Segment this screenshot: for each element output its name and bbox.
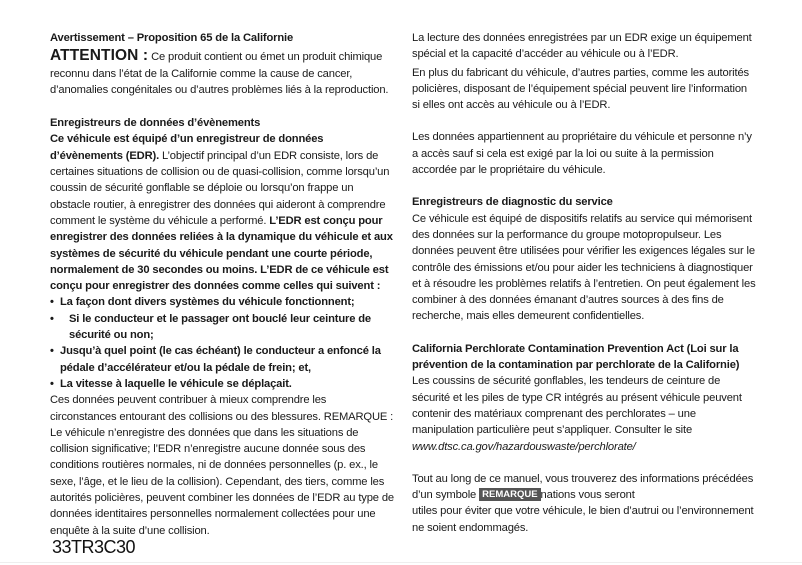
notice-text-end: utiles pour éviter que votre véhicule, le bien d’autrui ou l’environnement ne soient endommagés.: [412, 505, 754, 534]
list-item: [50, 376, 395, 392]
edr-section: [50, 115, 395, 539]
edr-reading-para-1: La lecture des données enregistrées par un EDR exige un équipement spécial et la capacité d’accéder au véhicule ou à l’EDR.: [412, 32, 752, 61]
list-item: [50, 294, 395, 310]
bullet-icon: •: [50, 345, 54, 358]
spacer: [412, 113, 757, 129]
prop65-heading: Avertissement – Proposition 65 de la Californie: [50, 32, 294, 44]
edr-heading: Enregistreurs de données d’évènements: [50, 117, 261, 130]
service-diag-heading: Enregistreurs de diagnostic du service: [412, 196, 613, 209]
perchlorate-heading: California Perchlorate Contamination Prevention Act (Loi sur la prévention de la contamination par perchlorate de la Californie): [412, 342, 740, 372]
edr-intro-bold: Ce véhicule est équipé d’un enregistreur de données d’évènements (EDR).: [50, 133, 324, 162]
edr-reading-para-2: En plus du fabricant du véhicule, d’autres parties, comme les autorités policières, disposant de l’équipement spécial peuvent lire l’information si elles ont accès au véhicule ou à l’EDR.: [412, 66, 749, 112]
perchlorate-section: [412, 341, 757, 455]
bullet-text: Si le conducteur et le passager ont bouclé leur ceinture de sécurité ou non;: [69, 312, 371, 342]
service-diag-section: [412, 194, 757, 324]
document-code: 33TR3C30: [52, 537, 136, 557]
edr-design-bold: L’EDR est conçu pour enregistrer des données reliées à la dynamique du véhicule et aux systèmes de sécurité du véhicule pendant une courte période, normalement de 30 secondes ou moins. L’EDR de ce véhicule est conçu pour enregistrer des données comme celles qui suivent :: [50, 214, 393, 293]
edr-remarks: Ces données peuvent contribuer à mieux comprendre les circonstances entourant des collisions ou des blessures. REMARQUE : Le véhicule n’enregistre des données que dans les situations de collision significative; l’EDR n’enregistre aucune donnée sous des conditions routières normales, ni de données personnelles (p. ex., le sexe, l’âge, et le lieu de la collision). Cependant, des tiers, comme les autorités policières, peuvent combiner les données de l’EDR au type de données identitaires personnelles normalement collectées pour une enquête à la suite d’une collision.: [50, 394, 394, 537]
list-item: [50, 343, 395, 376]
bullet-text: La façon dont divers systèmes du véhicule fonctionnent;: [60, 296, 355, 309]
edr-bullet-list: [50, 294, 395, 392]
perchlorate-text: [412, 373, 757, 454]
bullet-text: La vitesse à laquelle le véhicule se déplaçait.: [60, 377, 292, 390]
notice-section: [412, 471, 757, 536]
left-column: [50, 30, 395, 539]
edr-reading-para-3: Les données appartiennent au propriétaire du véhicule et personne n’y a accès sauf si cela est exigé par la loi ou suite à la permission accordée par le propriétaire du véhicule.: [412, 131, 752, 177]
remarque-badge: REMARQUE: [479, 488, 540, 501]
attention-text: Ce produit contient ou émet un produit chimique reconnu dans l’état de la Californie comme la cause de cancer, d’anomalies congénitales ou d’autres problèmes liés à la reproduction.: [50, 51, 389, 96]
prop65-warning: [50, 48, 395, 98]
notice-text-after-badge: nations vous seront: [540, 489, 635, 502]
list-item: [50, 311, 395, 344]
spacer: [412, 455, 757, 471]
spacer: [412, 325, 757, 341]
bullet-icon: •: [50, 377, 54, 390]
right-column: [412, 30, 757, 536]
spacer: [50, 98, 395, 115]
bullet-icon: •: [50, 312, 54, 325]
bullet-icon: •: [50, 296, 54, 309]
perchlorate-body: Les coussins de sécurité gonflables, les tendeurs de ceinture de sécurité et les piles de type CR intégrés au présent véhicule peuvent contenir des matériaux comprenant des perchlorates – une manipulation particulière peut s’appliquer. Consulter le site: [412, 375, 742, 437]
service-diag-text: Ce véhicule est équipé de dispositifs relatifs au service qui mémorisent des données sur la performance du groupe motopropulseur. Les données peuvent être utilisées pour vérifier les exigences légales sur le contrôle des émissions et/ou pour aider les techniciens à diagnostiquer et à résoudre les problèmes relatifs à l’entretien. On peut également les combiner à des données émanant d’autres sources à des fins de recherche, mais elles demeurent confidentielles.: [412, 212, 756, 323]
notice-text-before: Tout au long de ce manuel, vous trouverez des informations précédées d’un symbole: [412, 472, 754, 502]
edr-reading-section: [412, 30, 757, 178]
notice-text: [412, 471, 757, 536]
edr-intro: [50, 131, 395, 294]
attention-label: ATTENTION :: [50, 47, 149, 65]
edr-intro-text: L’objectif principal d’un EDR consiste, lors de certaines situations de collision ou de quasi-collision, comme lorsqu’un coussin de sécurité gonflable se déploie ou lorsqu’on frappe un obstacle routier, à enregistrer des données qui aideront à comprendre comment le système du véhicule a performé.: [50, 149, 390, 227]
page-bottom-divider: [0, 562, 802, 563]
spacer: [412, 178, 757, 194]
prop65-section: [50, 30, 395, 98]
bullet-text: Jusqu’à quel point (le cas échéant) le conducteur a enfoncé la pédale d’accélérateur et/ou la pédale de frein; et,: [60, 345, 381, 374]
perchlorate-link[interactable]: www.dtsc.ca.gov/hazardouswaste/perchlorate/: [412, 440, 636, 453]
